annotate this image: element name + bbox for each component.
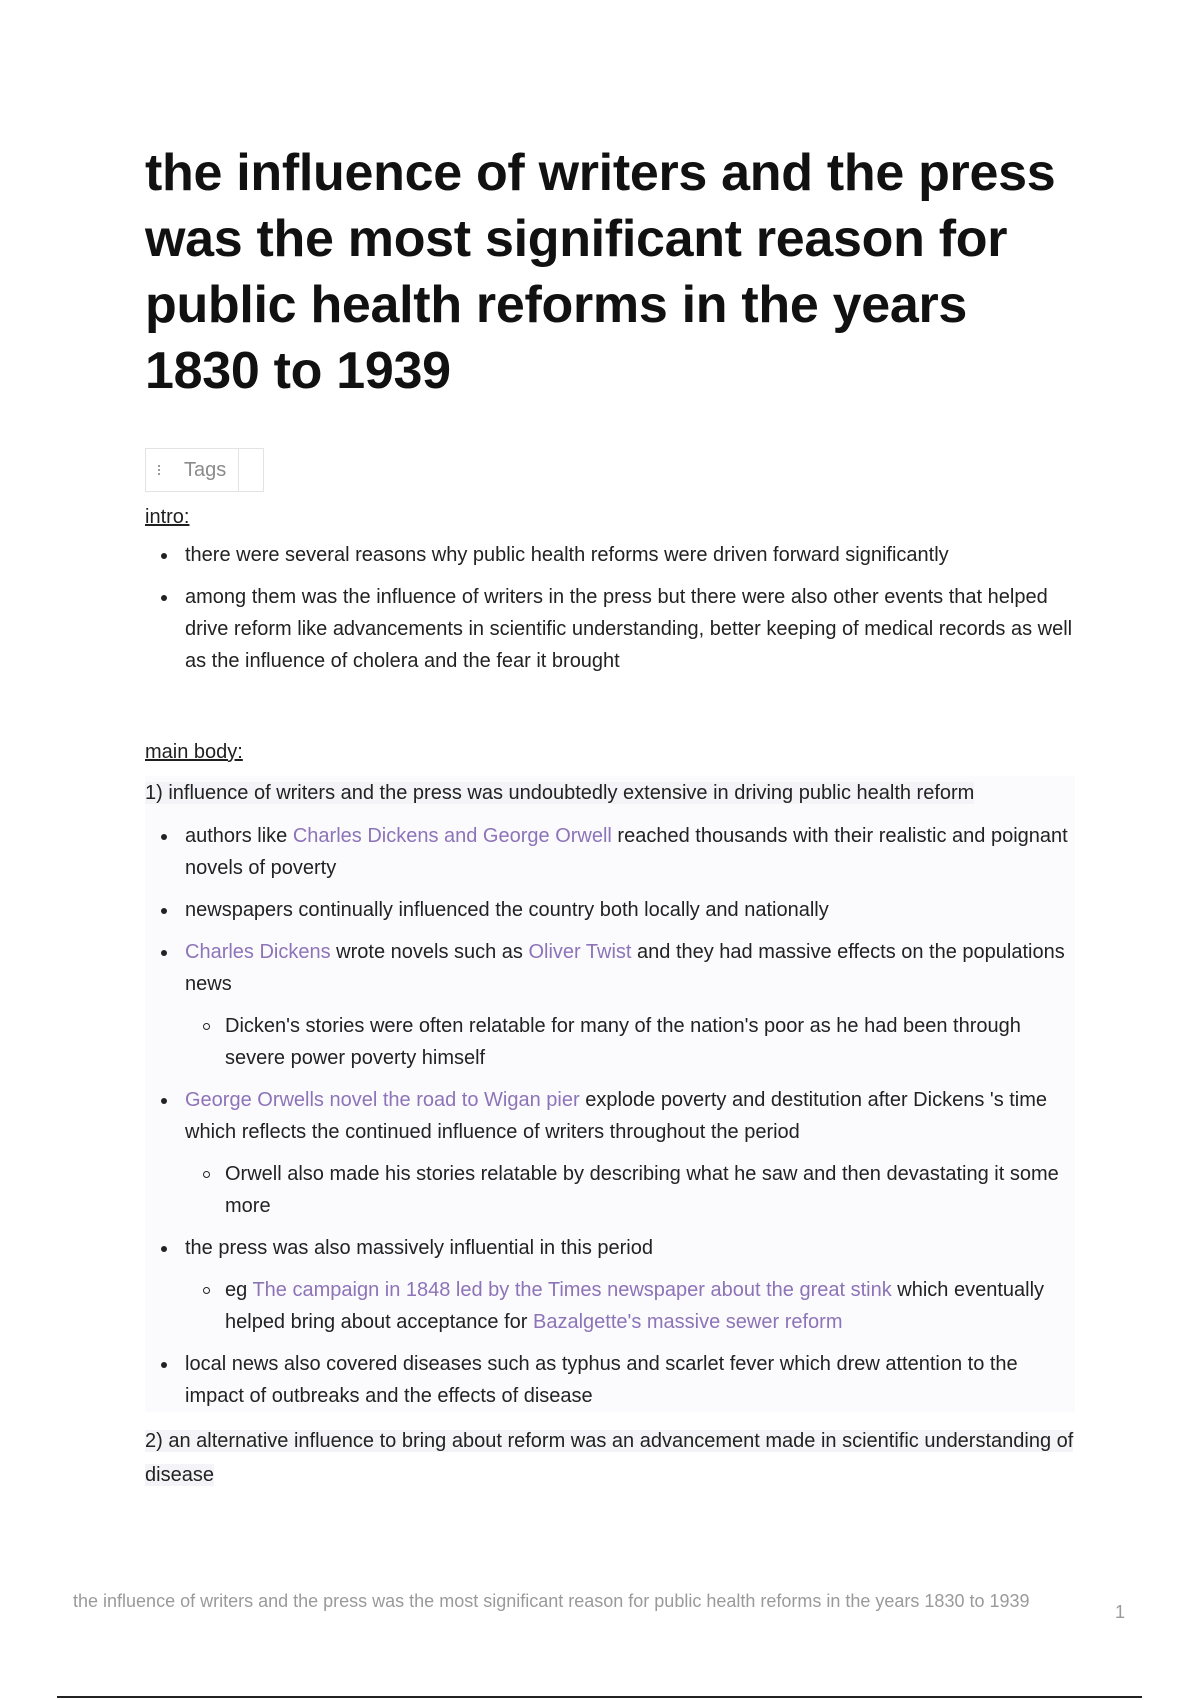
- list-item: Charles Dickens wrote novels such as Oliver Twist and they had massive effects on the populations news Dicken's stories were often relatable for many of the nation's poor as he had been through severe power poverty himself: [185, 936, 1075, 1074]
- list-item: George Orwells novel the road to Wigan pier explode poverty and destitution after Dickens 's time which reflects the continued influence of writers throughout the period Orwell also made his stories relatable by describing what he saw and then devastating it some more: [185, 1084, 1075, 1222]
- list-item: there were several reasons why public health reforms were driven forward significantly: [185, 539, 1075, 571]
- list-item: local news also covered diseases such as typhus and scarlet fever which drew attention to the impact of outbreaks and the effects of disease: [185, 1348, 1075, 1412]
- link-oliver-twist[interactable]: Oliver Twist: [528, 941, 632, 963]
- sub-list-item: Dicken's stories were often relatable for many of the nation's poor as he had been through severe power poverty himself: [225, 1010, 1075, 1074]
- sub-list: [185, 1158, 1075, 1222]
- sub-list: [185, 1274, 1075, 1338]
- link-road-to-wigan-pier[interactable]: George Orwells novel the road to Wigan pier: [185, 1089, 580, 1111]
- intro-heading: intro:: [145, 506, 190, 528]
- link-dickens-orwell[interactable]: Charles Dickens and George Orwell: [292, 825, 612, 847]
- list-item: the press was also massively influential in this period eg The campaign in 1848 led by the Times newspaper about the great stink which eventually helped bring about acceptance for Bazalgette's massive sewer reform: [185, 1232, 1075, 1338]
- list-item: authors like Charles Dickens and George Orwell reached thousands with their realistic and poignant novels of poverty: [185, 820, 1075, 884]
- list-item: newspapers continually influenced the country both locally and nationally: [185, 894, 1075, 926]
- tags-value-field[interactable]: [238, 449, 263, 491]
- tags-property[interactable]: [145, 448, 264, 492]
- list-icon: [158, 463, 174, 477]
- point-1-block: [145, 776, 1075, 1412]
- point-2-heading: 2) an alternative influence to bring about reform was an advancement made in scientific understanding of disease: [145, 1430, 1074, 1486]
- point-1-list: [145, 820, 1075, 1412]
- link-great-stink-campaign[interactable]: The campaign in 1848 led by the Times newspaper about the great stink: [252, 1279, 892, 1301]
- tags-button[interactable]: [146, 449, 238, 491]
- link-bazalgette-sewer-reform[interactable]: Bazalgette's massive sewer reform: [533, 1311, 843, 1333]
- sub-list-item: eg The campaign in 1848 led by the Times newspaper about the great stink which eventually helped bring about acceptance for Bazalgette's massive sewer reform: [225, 1274, 1075, 1338]
- intro-list: [145, 539, 1075, 677]
- link-charles-dickens[interactable]: Charles Dickens: [185, 941, 331, 963]
- sub-list: [185, 1010, 1075, 1074]
- list-item: among them was the influence of writers in the press but there were also other events that helped drive reform like advancements in scientific understanding, better keeping of medical records as well as the influence of cholera and the fear it brought: [185, 581, 1075, 677]
- sub-list-item: Orwell also made his stories relatable by describing what he saw and then devastating it some more: [225, 1158, 1075, 1222]
- page-title: the influence of writers and the press was the most significant reason for public health reforms in the years 1830 to 1939: [145, 144, 1056, 400]
- point-1-heading: 1) influence of writers and the press was undoubtedly extensive in driving public health reform: [145, 782, 975, 804]
- tags-label: Tags: [184, 458, 227, 481]
- main-body-heading: main body:: [145, 741, 243, 763]
- document-page: [145, 140, 1075, 1492]
- page-footer-title: the influence of writers and the press was the most significant reason for public health reforms in the years 1830 to 1939: [73, 1591, 1030, 1611]
- page-number: 1: [1115, 1602, 1126, 1622]
- divider: [57, 1696, 1142, 1698]
